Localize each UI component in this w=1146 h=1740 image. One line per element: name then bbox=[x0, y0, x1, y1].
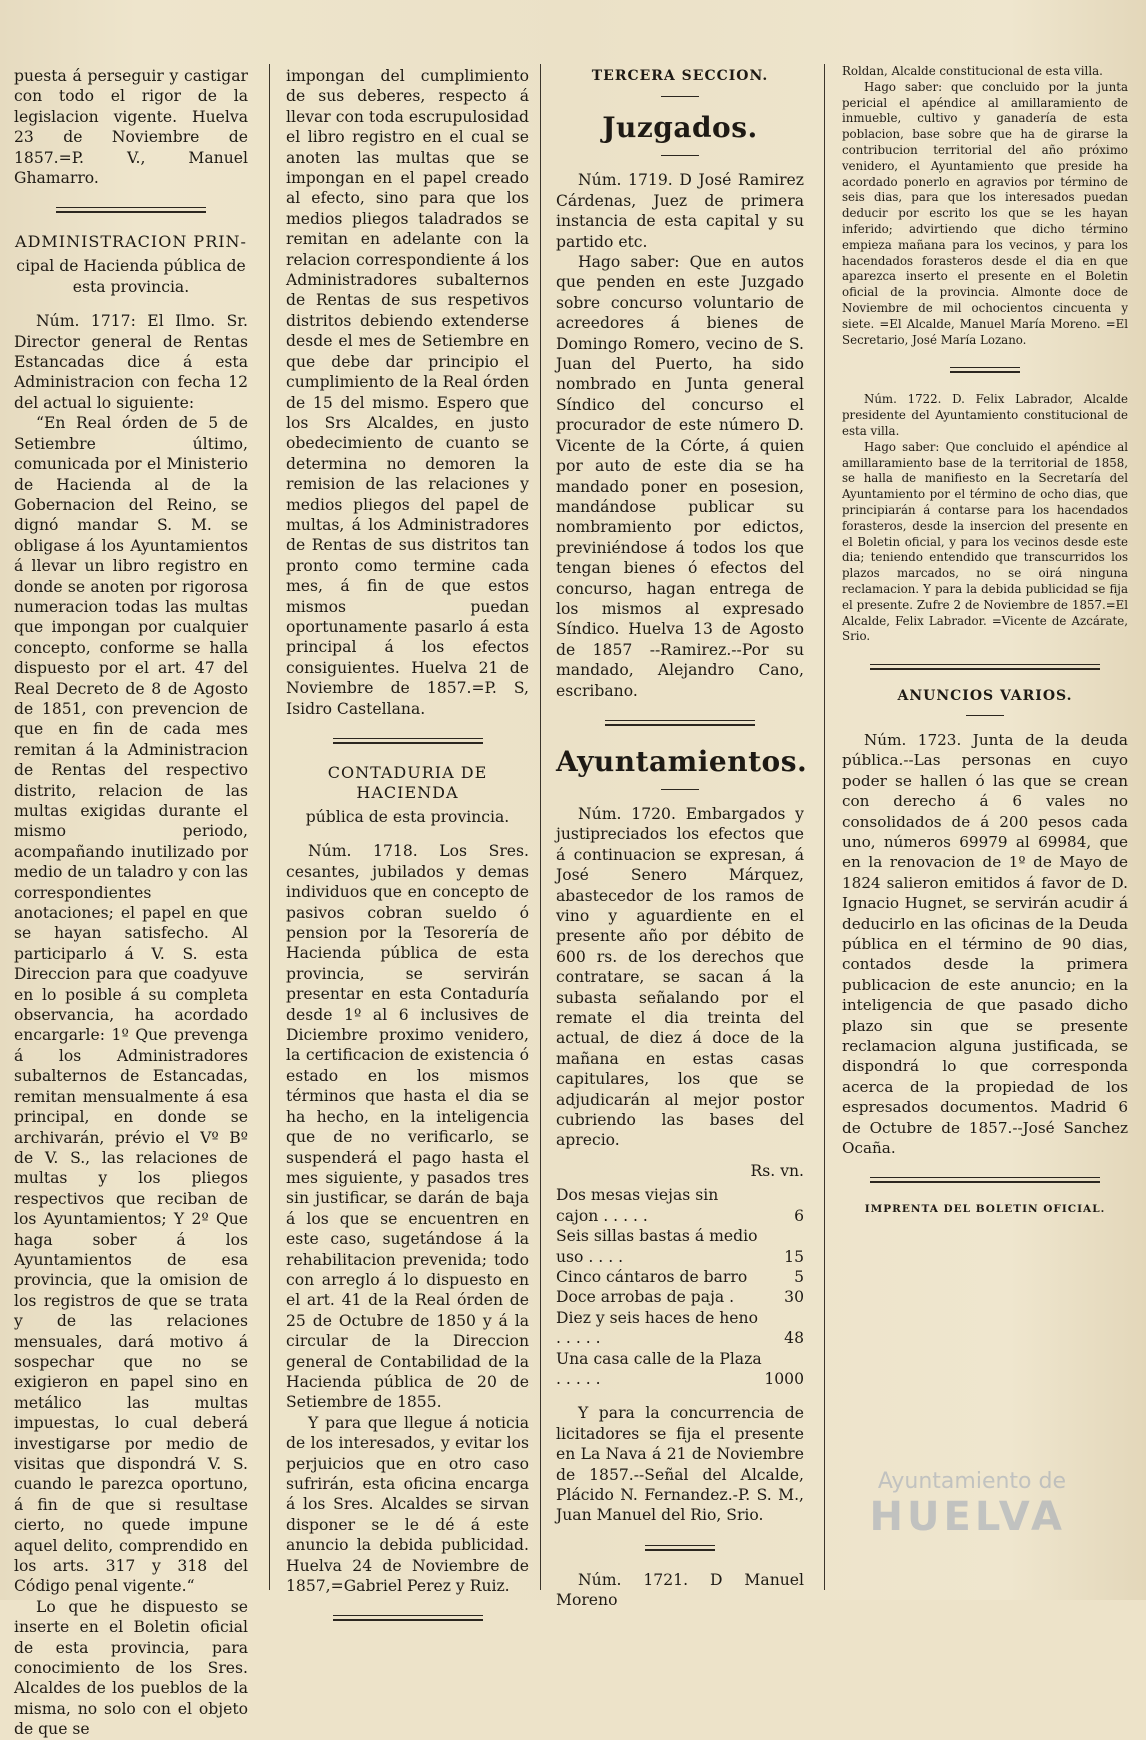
item-value: 15 bbox=[784, 1247, 804, 1266]
notice-1717-closing: Lo que he dispuesto se inserte en el Boletin oficial de esta provincia, para conocimiento de los Sres. Alcaldes de los pueblos de la misma, no solo con el objeto de que se bbox=[14, 1597, 248, 1739]
column-2 bbox=[286, 66, 529, 1596]
item-value: 6 bbox=[794, 1206, 804, 1225]
column-rule bbox=[824, 64, 825, 1590]
item-name: Doce arrobas de paja . bbox=[556, 1288, 735, 1307]
notice-1718-closing: Y para que llegue á noticia de los interesados, y evitar los perjuicios que en otro caso sufrirán, esta oficina encarga á los Sres. Alcaldes se sirvan disponer se le dé á este anuncio la debida publicidad. Huelva 24 de Noviembre de 1857,=Gabriel Perez y Ruiz. bbox=[286, 1413, 529, 1596]
item-name: Seis sillas bastas á medio uso . . . . bbox=[556, 1227, 758, 1266]
ayuntamientos-heading: Ayuntamientos. bbox=[556, 744, 808, 778]
column-3 bbox=[556, 66, 808, 1610]
short-rule bbox=[661, 155, 699, 156]
separator bbox=[605, 719, 755, 727]
notice-1722-body: Hago saber: Que concluido el apéndice al amillaramiento base de la territorial de 1858, se halla de manifiesto en la Secretaría del Ayuntamiento por el término de ocho dias, que principiarán á contarse para los hacendados forasteros, desde la insercion del presente en el Boletin oficial, y para los vecinos desde este dia; teniendo entendido que transcurridos los plazos marcados, no se oirá ninguna reclamacion. Y para la debida publicidad se fija el presente. Zufre 2 de Noviembre de 1857.=El Alcalde, Felix Labrador. =Vicente de Azcárate, Srio. bbox=[842, 439, 1128, 644]
notice-1721: Núm. 1721. D Manuel Moreno bbox=[556, 1570, 804, 1610]
short-rule bbox=[966, 715, 1004, 716]
table-row bbox=[556, 1185, 804, 1226]
separator bbox=[870, 663, 1100, 671]
auction-items-table bbox=[556, 1185, 804, 1389]
notice-1717-continued: impongan del cumplimiento de sus deberes, respecto á llevar con toda escrupulosidad el libro registro en el cual se anoten las multas que se impongan en el papel creado al efecto, sino para que los medios pliegos taladrados se remitan en adelante con la relacion correspondiente á los Administradores subalternos de Rentas de sus respetivos distritos debiendo extenderse desde el mes de Setiembre en que debe dar principio el cumplimiento de la Real órden de 15 del mismo. Espero que los Srs Alcaldes, en justo obedecimiento de cuanto se determina no demoren la remision de las relaciones y medios pliegos del papel de multas, á los Administradores de Rentas de sus distritos tan pronto como termine cada mes, á fin de que estos mismos puedan oportunamente pasarlo á esta principal á los efectos consiguientes. Huelva 21 de Noviembre de 1857.=P. S, Isidro Castellana. bbox=[286, 67, 529, 718]
column-rule bbox=[269, 64, 270, 1590]
table-row bbox=[556, 1267, 804, 1287]
item-name: Diez y seis haces de heno . . . . . bbox=[556, 1308, 758, 1348]
table-row bbox=[556, 1308, 804, 1349]
notice-1721-body: Hago saber: que concluido por la junta pericial el apéndice al amillaramiento de inmueble, cultivo y ganadería de esta poblacion, base sobre que ha de girarse la contribucion territorial del año próximo venidero, el Ayuntamiento que preside ha acordado ponerlo en agravios por término de seis dias, para que los interesados puedan deducir por escrito los que se les hayan inferido; advirtiendo que dicho término empieza mañana para los vecinos, y para los hacendados forasteros desde el dia en que aparezca inserto el presente en el Boletin oficial de la provincia. Almonte doce de Noviembre de mil ochocientos cincuenta y siete. =El Alcalde, Manuel María Moreno. =El Secretario, José María Lozano. bbox=[842, 79, 1128, 347]
separator bbox=[333, 1614, 483, 1622]
watermark-line-2: HUELVA bbox=[869, 1494, 1066, 1540]
notice-1723: Núm. 1723. Junta de la deuda pública.--Las personas en cuyo poder se hallen ó las que se crean con derecho á 6 vales no consolidados de á 200 pesos cada uno, números 69979 al 69984, que en la renovacion de 1º de Mayo de 1824 salieron emitidos á favor de D. Ignacio Hugnet, se servirán acudir á deducirlo en las oficinas de la Deuda pública en el término de 90 dias, contados desde la primera publicacion de este anuncio; en la inteligencia de que pasado dicho plazo sin que se presente reclamacion alguna justificada, se dispondrá lo que corresponda acerca de la propiedad de los espresados documentos. Madrid 6 de Octubre de 1857.--José Sanchez Ocaña. bbox=[842, 730, 1128, 1158]
notice-1718: Núm. 1718. Los Sres. cesantes, jubilados y demas individuos que en concepto de pasivos cobran sueldo ó pension por la Tesorería de Hacienda pública de esta provincia, se servirán presentar en esta Contaduría desde 1º al 6 inclusives de Diciembre proximo venidero, la certificacion de existencia ó estado en los mismos términos que hasta el dia se ha hecho, en la inteligencia que de no verificarlo, se suspenderá el pago hasta el mes siguiente, y pasados tres sin justificar, se darán de baja á los que se encuentren en este caso, sugetándose á la rehabilitacion prevenida; todo con arreglo á lo dispuesto en el art. 41 de la Real órden de 25 de Octubre de 1850 y á la circular de la Direccion general de Contabilidad de la Hacienda pública de 20 de Setiembre de 1855. bbox=[286, 842, 529, 1412]
separator bbox=[56, 206, 206, 214]
table-row bbox=[556, 1287, 804, 1307]
short-rule bbox=[661, 96, 699, 97]
item-value: 48 bbox=[784, 1329, 804, 1348]
printer-footer: IMPRENTA DEL BOLETIN OFICIAL. bbox=[864, 1203, 1106, 1216]
notice-1719: Núm. 1719. D José Ramirez Cárdenas, Juez de primera instancia de esta capital y su partido etc. bbox=[556, 171, 804, 251]
table-row bbox=[556, 1226, 804, 1267]
separator bbox=[870, 1176, 1100, 1184]
notice-1720: Núm. 1720. Embargados y justipreciados los efectos que á continuacion se expresan, á José Senero Márquez, abastecedor de los ramos de vino y aguardiente en el presente año por débito de 600 rs. de los derechos que contratare, se sacan á la subasta señalando por el remate el dia treinta del actual, de diez á doce de la mañana en estas casas capitulares, los que se adjudicarán al mejor postor cubriendo las bases del aprecio. bbox=[556, 804, 804, 1150]
notice-1717-quote: “En Real órden de 5 de Setiembre último, comunicada por el Ministerio de Hacienda al de la Gobernacion del Reino, se dignó mandar S. M. se obligase á los Ayuntamientos á llevar un libro registro en donde se anoten por rigorosa numeracion todas las multas que impongan por cualquier concepto, conforme se halla dispuesto por el art. 47 del Real Decreto de 8 de Agosto de 1851, con prevencion de que en fin de cada mes remitan á la Administracion de Rentas del respectivo distrito, relacion de las multas exigidas durante el mismo periodo, acompañando inutilizado por medio de un taladro y con las correspondientes anotaciones; el papel en que se hayan satisfecho. Al participarlo á V. S. esta Direccion para que coadyuve en lo posible á su completa observancia, ha acordado encargarle: 1º Que prevenga á los Administradores subalternos de Estancadas, remitan mensualmente á esa principal, en donde se archivarán, prévio el Vº Bº de V. S., las relaciones de multas y los pliegos respectivos que reciban de los Ayuntamientos; Y 2º Que haga sober á los Ayuntamientos de esa provincia, que la omision de los registros de que se trata y de las relaciones mensuales, dará motivo á sospechar que no se exigieron en papel sino en metálico las multas impuestas, lo cual deberá investigarse por medio de visitas que dispondrá V. S. cuando le parezca oportuno, á fin de que si resultase cierto, no quede impune aquel delito, comprendido en los arts. 317 y 318 del Código penal vigente.“ bbox=[14, 414, 248, 1596]
item-value: 5 bbox=[794, 1267, 804, 1286]
section-title: TERCERA SECCION. bbox=[591, 68, 769, 84]
column-rule bbox=[540, 64, 541, 1590]
separator bbox=[645, 1544, 715, 1552]
column-1 bbox=[14, 66, 248, 1739]
separator bbox=[333, 737, 483, 745]
notice-1720-closing: Y para la concurrencia de licitadores se fija el presente en La Nava á 21 de Noviembre de 1857.--Señal del Alcalde, Plácido N. Fernandez.-P. S. M., Juan Manuel del Rio, Srio. bbox=[556, 1404, 804, 1525]
currency-header: Rs. vn. bbox=[750, 1161, 804, 1180]
anuncios-heading: ANUNCIOS VARIOS. bbox=[897, 688, 1073, 705]
short-rule bbox=[661, 789, 699, 790]
archive-watermark bbox=[870, 1469, 1066, 1540]
notice-1721-continued: Roldan, Alcalde constitucional de esta villa. bbox=[842, 64, 1103, 78]
item-name: Una casa calle de la Plaza . . . . . bbox=[556, 1349, 762, 1388]
item-value: 1000 bbox=[764, 1369, 804, 1388]
administracion-subheading: cipal de Hacienda pública de esta provincia. bbox=[16, 257, 246, 296]
juzgados-heading: Juzgados. bbox=[602, 111, 758, 145]
intro-paragraph: puesta á perseguir y castigar con todo el rigor de la legislacion vigente. Huelva 23 de Noviembre de 1857.=P. V., Manuel Ghamarro. bbox=[14, 67, 248, 188]
notice-1719-body: Hago saber: Que en autos que penden en este Juzgado sobre concurso voluntario de acreedores á bienes de Domingo Romero, vecino de S. Juan del Puerto, ha sido nombrado en Junta general Síndico del concurso el procurador de este número D. Vicente de la Córte, á quien por auto de este dia se ha mandado poner en posesion, mandándose publicar su nombramiento por edictos, previniéndose á todos los que tengan bienes ó efectos del concurso, hagan entrega de los mismos al expresado Síndico. Huelva 13 de Agosto de 1857 --Ramirez.--Por su mandado, Alejandro Cano, escribano. bbox=[556, 253, 804, 700]
column-4 bbox=[842, 64, 1128, 1580]
notice-1717: Núm. 1717: El Ilmo. Sr. Director general de Rentas Estancadas dice á esta Administracion con fecha 12 del actual lo siguiente: bbox=[14, 312, 248, 412]
table-row bbox=[556, 1349, 804, 1390]
item-name: Cinco cántaros de barro bbox=[556, 1267, 748, 1286]
watermark-line-1: Ayuntamiento de bbox=[877, 1469, 1066, 1494]
item-value: 30 bbox=[784, 1288, 804, 1307]
administracion-heading: ADMINISTRACION PRIN- bbox=[15, 232, 247, 252]
contaduria-subheading: pública de esta provincia. bbox=[305, 808, 510, 826]
separator bbox=[950, 366, 1020, 374]
item-name: Dos mesas viejas sin cajon . . . . . bbox=[556, 1186, 719, 1225]
contaduria-heading: CONTADURIA DE HACIENDA bbox=[327, 763, 488, 802]
notice-1722: Núm. 1722. D. Felix Labrador, Alcalde presidente del Ayuntamiento constitucional de esta villa. bbox=[842, 392, 1128, 438]
